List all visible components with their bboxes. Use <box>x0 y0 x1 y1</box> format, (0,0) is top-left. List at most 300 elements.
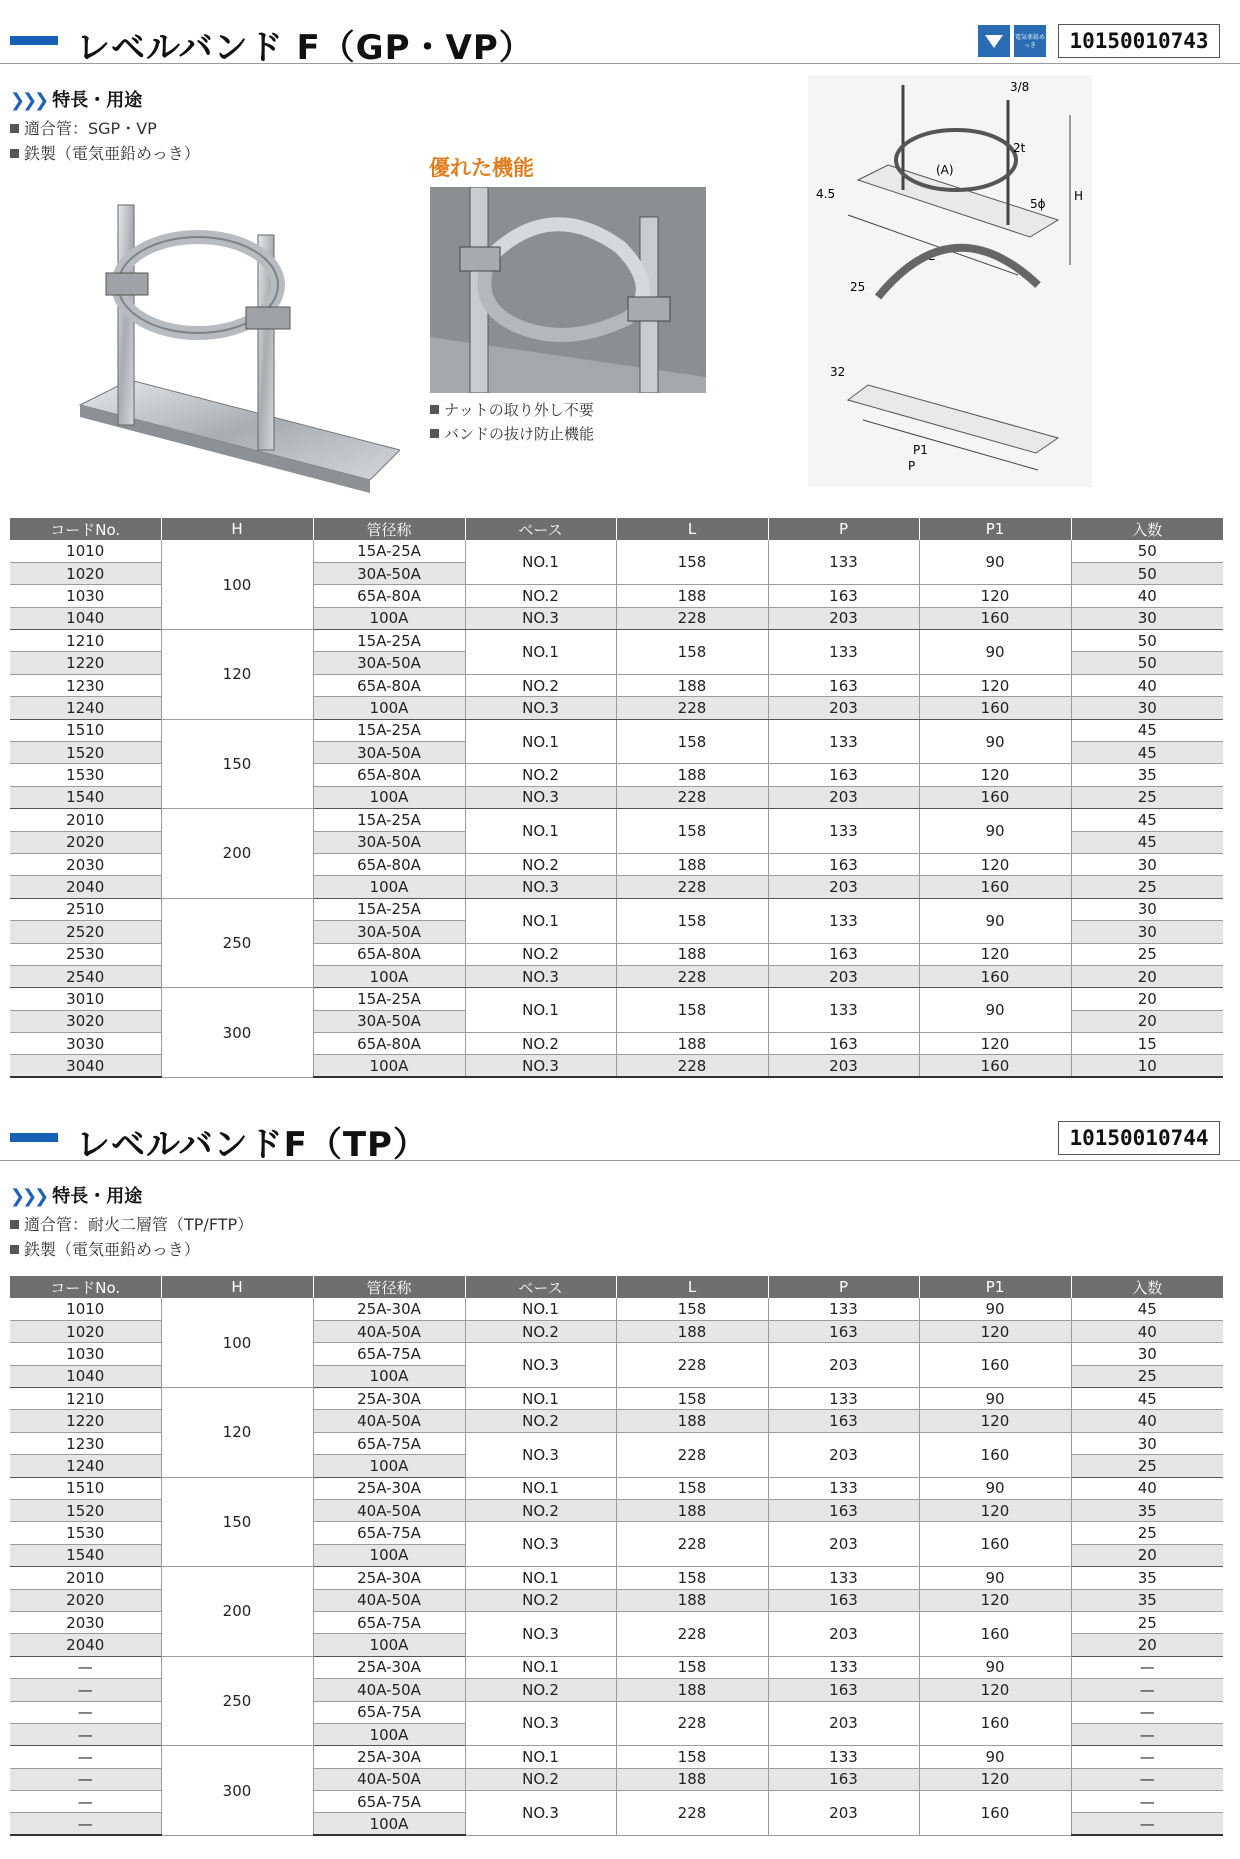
qty-cell: 50 <box>1071 540 1223 562</box>
base-cell: NO.3 <box>465 876 616 898</box>
code-cell: 1210 <box>10 1388 161 1410</box>
p1-cell: 160 <box>919 1432 1071 1477</box>
size-cell: 30A-50A <box>313 921 465 943</box>
column-header: H <box>161 518 313 540</box>
p1-cell: 160 <box>919 965 1071 987</box>
code-cell: — <box>10 1791 161 1813</box>
p1-cell: 90 <box>919 630 1071 675</box>
p1-cell: 160 <box>919 1343 1071 1388</box>
chevron-right-icon: ❯❯❯ <box>10 1186 47 1207</box>
function-note-2: バンドの抜け防止機能 <box>430 423 594 444</box>
column-header: P1 <box>919 518 1071 540</box>
p1-cell: 160 <box>919 876 1071 898</box>
height-cell: 300 <box>161 988 313 1078</box>
size-cell: 100A <box>313 786 465 808</box>
size-cell: 100A <box>313 1723 465 1745</box>
base-cell: NO.3 <box>465 786 616 808</box>
code-cell: 1240 <box>10 1455 161 1477</box>
base-cell: NO.1 <box>465 719 616 764</box>
p-cell: 203 <box>768 786 919 808</box>
code-cell: — <box>10 1746 161 1768</box>
code-cell: 2040 <box>10 876 161 898</box>
section2-feature-1: 適合管：耐火二層管（TP/FTP） <box>10 1212 253 1235</box>
qty-cell: 50 <box>1071 630 1223 652</box>
height-cell: 250 <box>161 898 313 988</box>
size-cell: 100A <box>313 1634 465 1656</box>
qty-cell: 45 <box>1071 1388 1223 1410</box>
qty-cell: 20 <box>1071 988 1223 1010</box>
p-cell: 163 <box>768 1768 919 1790</box>
size-cell: 15A-25A <box>313 898 465 920</box>
p1-cell: 160 <box>919 786 1071 808</box>
section1-title: レベルバンド F（GP・VP） <box>76 28 534 68</box>
column-header: P <box>768 518 919 540</box>
table-row <box>10 1656 1223 1678</box>
column-header: ベース <box>465 518 616 540</box>
l-cell: 228 <box>616 607 768 629</box>
base-cell: NO.1 <box>465 988 616 1033</box>
section2-title-row <box>0 1113 1240 1165</box>
function-photo <box>430 187 706 393</box>
code-cell: 1210 <box>10 630 161 652</box>
base-cell: NO.2 <box>465 853 616 875</box>
height-cell: 300 <box>161 1746 313 1836</box>
p1-cell: 120 <box>919 674 1071 696</box>
section2-spec-table <box>10 1276 1223 1836</box>
bullet-square-icon <box>10 1245 19 1254</box>
l-cell: 158 <box>616 1388 768 1410</box>
code-cell: 1010 <box>10 1298 161 1320</box>
code-cell: 1020 <box>10 562 161 584</box>
size-cell: 65A-80A <box>313 674 465 696</box>
p-cell: 133 <box>768 1746 919 1768</box>
code-cell: 3030 <box>10 1033 161 1055</box>
download-icon[interactable] <box>978 25 1010 57</box>
p-cell: 163 <box>768 585 919 607</box>
base-cell: NO.2 <box>465 674 616 696</box>
p-cell: 203 <box>768 697 919 719</box>
l-cell: 228 <box>616 1701 768 1746</box>
code-cell: 2530 <box>10 943 161 965</box>
bullet-square-icon <box>10 124 19 133</box>
section1-title-row <box>0 16 1240 68</box>
p-cell: 203 <box>768 1611 919 1656</box>
base-cell: NO.1 <box>465 809 616 854</box>
code-cell: 1240 <box>10 697 161 719</box>
qty-cell: 35 <box>1071 1500 1223 1522</box>
height-cell: 100 <box>161 540 313 630</box>
p-cell: 203 <box>768 607 919 629</box>
size-cell: 100A <box>313 1455 465 1477</box>
size-cell: 25A-30A <box>313 1298 465 1320</box>
height-cell: 200 <box>161 1567 313 1657</box>
base-cell: NO.2 <box>465 764 616 786</box>
column-header: ベース <box>465 1276 616 1298</box>
size-cell: 100A <box>313 876 465 898</box>
p-cell: 203 <box>768 1522 919 1567</box>
qty-cell: 45 <box>1071 719 1223 741</box>
code-cell: 2030 <box>10 1611 161 1633</box>
height-cell: 150 <box>161 1477 313 1567</box>
size-cell: 65A-80A <box>313 1033 465 1055</box>
column-header: コードNo. <box>10 518 161 540</box>
size-cell: 100A <box>313 607 465 629</box>
size-cell: 65A-75A <box>313 1701 465 1723</box>
diagram-label-bolt: 3/8 <box>1010 80 1030 94</box>
code-cell: 1230 <box>10 674 161 696</box>
base-cell: NO.3 <box>465 1791 616 1836</box>
l-cell: 188 <box>616 1679 768 1701</box>
size-cell: 40A-50A <box>313 1679 465 1701</box>
section2-code: 10150010744 <box>1058 1121 1220 1155</box>
dimension-diagram <box>808 75 1092 487</box>
base-cell: NO.1 <box>465 630 616 675</box>
p1-cell: 120 <box>919 764 1071 786</box>
superior-function-label: 優れた機能 <box>429 156 534 180</box>
p-cell: 163 <box>768 764 919 786</box>
p1-cell: 120 <box>919 585 1071 607</box>
p-cell: 203 <box>768 965 919 987</box>
size-cell: 65A-75A <box>313 1791 465 1813</box>
size-cell: 15A-25A <box>313 540 465 562</box>
bullet-square-icon <box>10 1220 19 1229</box>
qty-cell: 30 <box>1071 607 1223 629</box>
qty-cell: — <box>1071 1791 1223 1813</box>
size-cell: 40A-50A <box>313 1768 465 1790</box>
p-cell: 133 <box>768 1567 919 1589</box>
base-cell: NO.3 <box>465 965 616 987</box>
code-cell: 2010 <box>10 1567 161 1589</box>
code-cell: 1220 <box>10 652 161 674</box>
p1-cell: 160 <box>919 1701 1071 1746</box>
qty-cell: 20 <box>1071 1010 1223 1032</box>
code-cell: — <box>10 1701 161 1723</box>
l-cell: 228 <box>616 1055 768 1077</box>
p-cell: 163 <box>768 1033 919 1055</box>
size-cell: 65A-75A <box>313 1522 465 1544</box>
p-cell: 203 <box>768 1343 919 1388</box>
l-cell: 158 <box>616 1746 768 1768</box>
bullet-square-icon <box>10 149 19 158</box>
size-cell: 25A-30A <box>313 1388 465 1410</box>
l-cell: 158 <box>616 1477 768 1499</box>
p1-cell: 90 <box>919 540 1071 585</box>
l-cell: 158 <box>616 719 768 764</box>
l-cell: 188 <box>616 764 768 786</box>
size-cell: 25A-30A <box>313 1567 465 1589</box>
p-cell: 133 <box>768 1656 919 1678</box>
section2-feature-2: 鉄製（電気亜鉛めっき） <box>10 1237 200 1260</box>
size-cell: 25A-30A <box>313 1656 465 1678</box>
code-cell: 3040 <box>10 1055 161 1077</box>
title-accent-bar <box>10 36 58 45</box>
size-cell: 40A-50A <box>313 1500 465 1522</box>
chevron-right-icon: ❯❯❯ <box>10 90 47 111</box>
section1-spec-table <box>10 518 1223 1078</box>
qty-cell: 45 <box>1071 1298 1223 1320</box>
l-cell: 228 <box>616 1791 768 1836</box>
p1-cell: 120 <box>919 1500 1071 1522</box>
p-cell: 133 <box>768 809 919 854</box>
base-cell: NO.2 <box>465 585 616 607</box>
base-cell: NO.3 <box>465 1055 616 1077</box>
base-cell: NO.2 <box>465 1500 616 1522</box>
qty-cell: 30 <box>1071 853 1223 875</box>
code-cell: — <box>10 1813 161 1835</box>
table-row <box>10 540 1223 562</box>
diagram-label-pitch: P <box>908 459 916 473</box>
base-cell: NO.3 <box>465 1522 616 1567</box>
p-cell: 163 <box>768 1679 919 1701</box>
code-cell: 1030 <box>10 585 161 607</box>
l-cell: 228 <box>616 697 768 719</box>
l-cell: 158 <box>616 540 768 585</box>
code-cell: 2020 <box>10 831 161 853</box>
code-cell: 1030 <box>10 1343 161 1365</box>
p-cell: 163 <box>768 853 919 875</box>
table-row <box>10 898 1223 920</box>
l-cell: 228 <box>616 786 768 808</box>
column-header: P1 <box>919 1276 1071 1298</box>
l-cell: 188 <box>616 1589 768 1611</box>
p1-cell: 90 <box>919 719 1071 764</box>
code-cell: 1020 <box>10 1320 161 1342</box>
size-cell: 30A-50A <box>313 1010 465 1032</box>
base-cell: NO.1 <box>465 1567 616 1589</box>
size-cell: 25A-30A <box>313 1746 465 1768</box>
qty-cell: 25 <box>1071 1365 1223 1387</box>
qty-cell: — <box>1071 1701 1223 1723</box>
p1-cell: 90 <box>919 988 1071 1033</box>
l-cell: 158 <box>616 1567 768 1589</box>
code-cell: 1520 <box>10 1500 161 1522</box>
size-cell: 65A-80A <box>313 585 465 607</box>
qty-cell: 20 <box>1071 1544 1223 1566</box>
p-cell: 203 <box>768 1791 919 1836</box>
size-cell: 65A-80A <box>313 943 465 965</box>
base-cell: NO.1 <box>465 540 616 585</box>
base-cell: NO.2 <box>465 1410 616 1432</box>
p-cell: 203 <box>768 1701 919 1746</box>
code-cell: 1530 <box>10 764 161 786</box>
size-cell: 65A-75A <box>313 1343 465 1365</box>
code-cell: — <box>10 1723 161 1745</box>
height-cell: 120 <box>161 630 313 720</box>
size-cell: 30A-50A <box>313 742 465 764</box>
size-cell: 40A-50A <box>313 1589 465 1611</box>
qty-cell: 45 <box>1071 831 1223 853</box>
table-row <box>10 1567 1223 1589</box>
p-cell: 163 <box>768 1320 919 1342</box>
l-cell: 188 <box>616 853 768 875</box>
l-cell: 188 <box>616 1768 768 1790</box>
section1-features-heading: ❯❯❯ 特長・用途 <box>10 90 143 111</box>
qty-cell: 35 <box>1071 764 1223 786</box>
qty-cell: 40 <box>1071 1410 1223 1432</box>
qty-cell: 30 <box>1071 697 1223 719</box>
size-cell: 65A-80A <box>313 764 465 786</box>
qty-cell: 40 <box>1071 1477 1223 1499</box>
column-header: L <box>616 518 768 540</box>
column-header: 入数 <box>1071 1276 1223 1298</box>
height-cell: 150 <box>161 719 313 809</box>
p1-cell: 160 <box>919 1055 1071 1077</box>
diagram-label-hole: 5ϕ <box>1030 197 1046 211</box>
code-cell: 1540 <box>10 786 161 808</box>
l-cell: 158 <box>616 809 768 854</box>
code-cell: 2520 <box>10 921 161 943</box>
p1-cell: 120 <box>919 1589 1071 1611</box>
code-cell: 2030 <box>10 853 161 875</box>
code-cell: 1040 <box>10 1365 161 1387</box>
p-cell: 133 <box>768 898 919 943</box>
diagram-label-height: H <box>1074 189 1084 203</box>
qty-cell: 25 <box>1071 1611 1223 1633</box>
qty-cell: 40 <box>1071 674 1223 696</box>
size-cell: 30A-50A <box>313 562 465 584</box>
base-cell: NO.2 <box>465 1768 616 1790</box>
qty-cell: — <box>1071 1723 1223 1745</box>
diagram-label-band: (A) <box>936 163 954 177</box>
base-cell: NO.1 <box>465 1477 616 1499</box>
qty-cell: — <box>1071 1813 1223 1835</box>
function-note-1: ナットの取り外し不要 <box>430 399 594 420</box>
zinc-plating-icon: 電気亜鉛めっき <box>1014 25 1046 57</box>
code-cell: 2510 <box>10 898 161 920</box>
size-cell: 30A-50A <box>313 652 465 674</box>
base-cell: NO.1 <box>465 1298 616 1320</box>
p1-cell: 90 <box>919 1567 1071 1589</box>
qty-cell: 30 <box>1071 921 1223 943</box>
qty-cell: 40 <box>1071 1320 1223 1342</box>
qty-cell: 15 <box>1071 1033 1223 1055</box>
l-cell: 158 <box>616 630 768 675</box>
p-cell: 163 <box>768 1589 919 1611</box>
p1-cell: 90 <box>919 1656 1071 1678</box>
code-cell: 3010 <box>10 988 161 1010</box>
l-cell: 158 <box>616 898 768 943</box>
p1-cell: 120 <box>919 1679 1071 1701</box>
qty-cell: 30 <box>1071 898 1223 920</box>
qty-cell: 25 <box>1071 1522 1223 1544</box>
p1-cell: 160 <box>919 1791 1071 1836</box>
size-cell: 100A <box>313 697 465 719</box>
column-header: 管径称 <box>313 518 465 540</box>
size-cell: 100A <box>313 1365 465 1387</box>
qty-cell: 35 <box>1071 1589 1223 1611</box>
column-header: P <box>768 1276 919 1298</box>
qty-cell: 30 <box>1071 1343 1223 1365</box>
column-header: コードNo. <box>10 1276 161 1298</box>
diagram-label-base-width: 32 <box>830 365 846 379</box>
base-cell: NO.2 <box>465 1320 616 1342</box>
column-header: 管径称 <box>313 1276 465 1298</box>
p1-cell: 120 <box>919 943 1071 965</box>
l-cell: 158 <box>616 988 768 1033</box>
code-cell: 1230 <box>10 1432 161 1454</box>
section1-feature-2: 鉄製（電気亜鉛めっき） <box>10 141 200 164</box>
size-cell: 40A-50A <box>313 1410 465 1432</box>
code-cell: 1220 <box>10 1410 161 1432</box>
size-cell: 15A-25A <box>313 988 465 1010</box>
code-cell: 1510 <box>10 719 161 741</box>
qty-cell: 40 <box>1071 585 1223 607</box>
table-row <box>10 809 1223 831</box>
p1-cell: 120 <box>919 1320 1071 1342</box>
table-row <box>10 1388 1223 1410</box>
size-cell: 15A-25A <box>313 719 465 741</box>
qty-cell: — <box>1071 1746 1223 1768</box>
table-row <box>10 1746 1223 1768</box>
qty-cell: 25 <box>1071 1455 1223 1477</box>
qty-cell: 20 <box>1071 1634 1223 1656</box>
qty-cell: 25 <box>1071 876 1223 898</box>
p1-cell: 120 <box>919 1768 1071 1790</box>
p-cell: 163 <box>768 1500 919 1522</box>
p1-cell: 120 <box>919 1033 1071 1055</box>
table-row <box>10 630 1223 652</box>
qty-cell: — <box>1071 1656 1223 1678</box>
p-cell: 133 <box>768 1477 919 1499</box>
qty-cell: — <box>1071 1768 1223 1790</box>
column-header: 入数 <box>1071 518 1223 540</box>
qty-cell: 50 <box>1071 562 1223 584</box>
p1-cell: 120 <box>919 1410 1071 1432</box>
code-cell: 1010 <box>10 540 161 562</box>
l-cell: 188 <box>616 674 768 696</box>
product-photo <box>70 195 400 495</box>
l-cell: 228 <box>616 876 768 898</box>
height-cell: 120 <box>161 1388 313 1478</box>
l-cell: 228 <box>616 1432 768 1477</box>
l-cell: 188 <box>616 1410 768 1432</box>
l-cell: 188 <box>616 585 768 607</box>
p1-cell: 160 <box>919 1522 1071 1567</box>
code-cell: — <box>10 1768 161 1790</box>
table-row <box>10 719 1223 741</box>
code-cell: 1530 <box>10 1522 161 1544</box>
p1-cell: 160 <box>919 1611 1071 1656</box>
size-cell: 100A <box>313 1544 465 1566</box>
p-cell: 133 <box>768 1298 919 1320</box>
base-cell: NO.2 <box>465 1033 616 1055</box>
qty-cell: 10 <box>1071 1055 1223 1077</box>
size-cell: 65A-75A <box>313 1432 465 1454</box>
p1-cell: 160 <box>919 697 1071 719</box>
p-cell: 133 <box>768 1388 919 1410</box>
base-cell: NO.2 <box>465 943 616 965</box>
qty-cell: 50 <box>1071 652 1223 674</box>
height-cell: 200 <box>161 809 313 899</box>
base-cell: NO.2 <box>465 1679 616 1701</box>
p1-cell: 160 <box>919 607 1071 629</box>
table-row <box>10 988 1223 1010</box>
p-cell: 133 <box>768 719 919 764</box>
code-cell: 3020 <box>10 1010 161 1032</box>
l-cell: 188 <box>616 943 768 965</box>
height-cell: 250 <box>161 1656 313 1746</box>
p1-cell: 90 <box>919 1388 1071 1410</box>
column-header: H <box>161 1276 313 1298</box>
p-cell: 203 <box>768 876 919 898</box>
base-cell: NO.3 <box>465 1343 616 1388</box>
qty-cell: 25 <box>1071 943 1223 965</box>
diagram-label-base-thick: 4.5 <box>816 187 836 201</box>
base-cell: NO.1 <box>465 898 616 943</box>
l-cell: 228 <box>616 1611 768 1656</box>
size-cell: 40A-50A <box>313 1320 465 1342</box>
p-cell: 163 <box>768 943 919 965</box>
